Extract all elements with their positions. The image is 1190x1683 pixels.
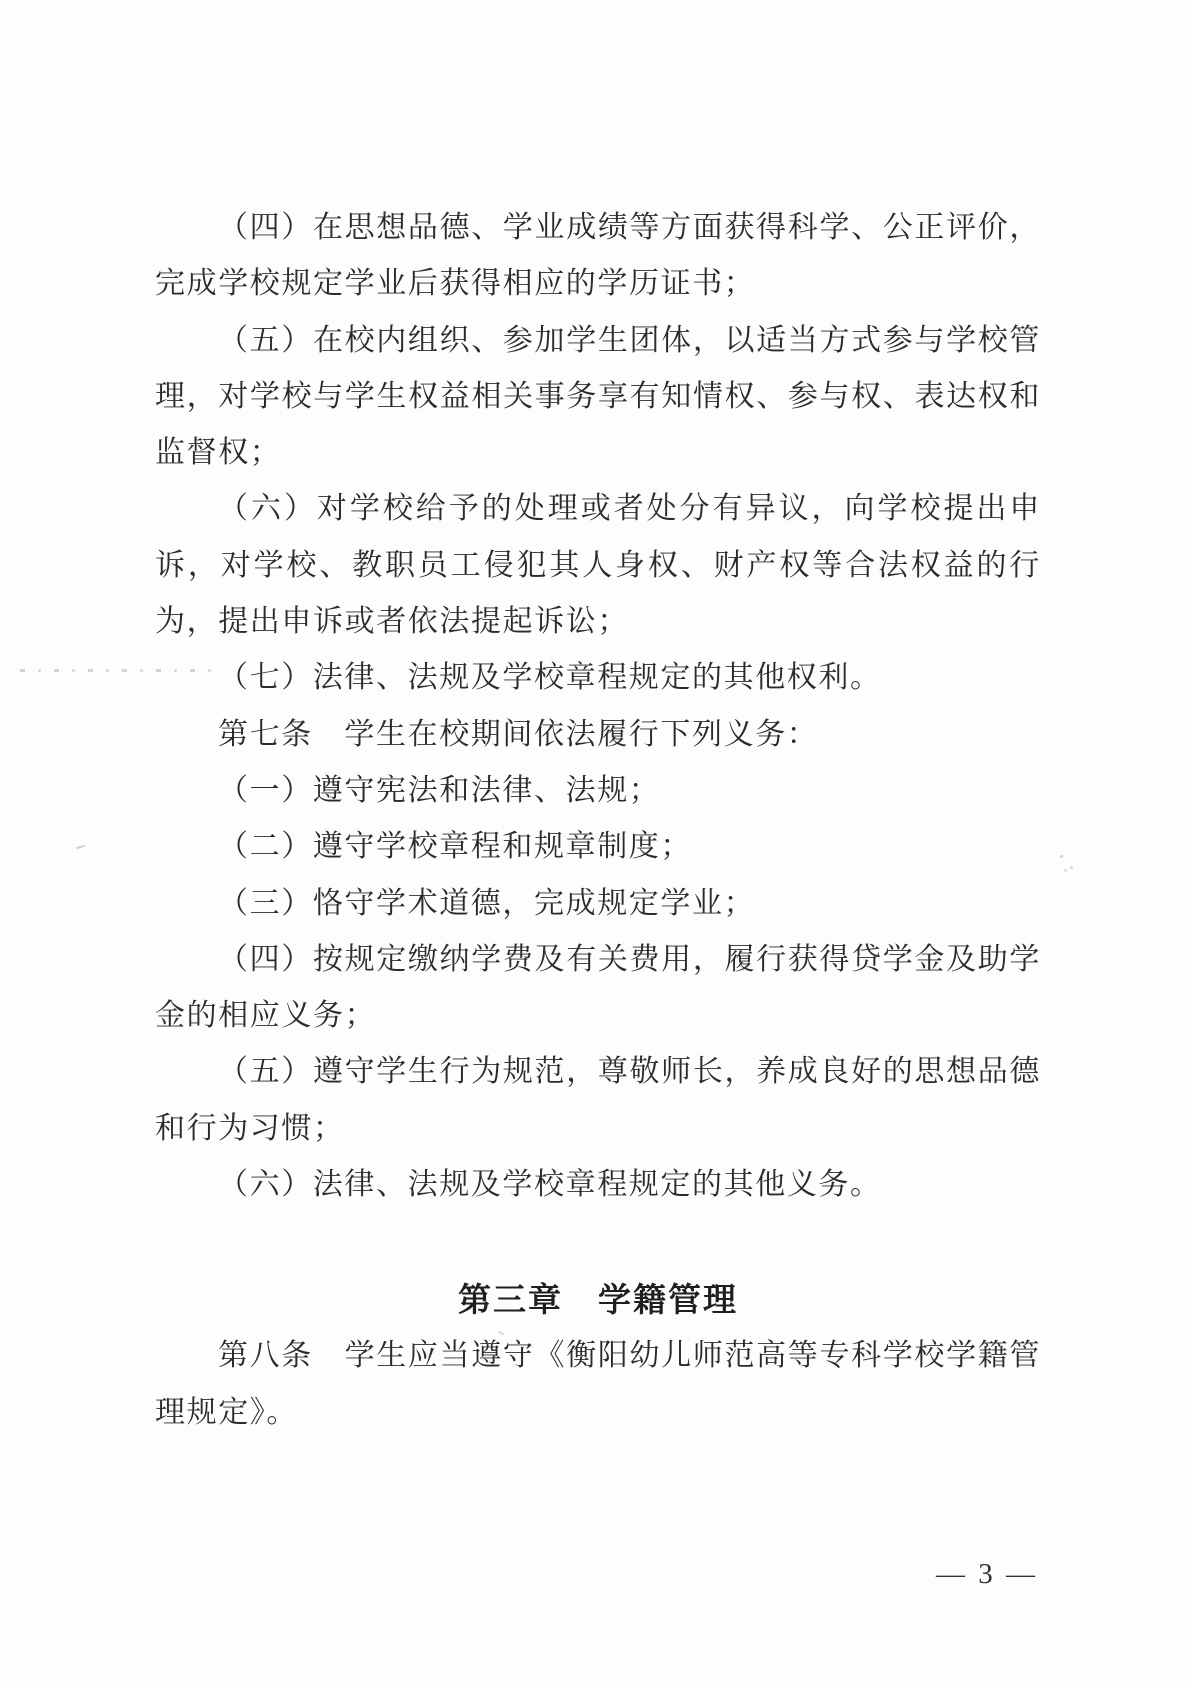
clause-item-4-rights: （四）在思想品德、学业成绩等方面获得科学、公正评价，完成学校规定学业后获得相应的学历证书； — [155, 211, 1041, 301]
scan-artifact-speck — [76, 845, 85, 850]
clause-item-6-duties: （六）法律、法规及学校章程规定的其他义务。 — [218, 1168, 882, 1202]
page-number: — 3 — — [936, 1558, 1038, 1590]
clause-item-5-rights: （五）在校内组织、参加学生团体，以适当方式参与学校管理，对学校与学生权益相关事务享有知情权、参与权、表达权和监督权； — [155, 323, 1041, 470]
clause-item-5-duties: （五）遵守学生行为规范，尊敬师长，养成良好的思想品德和行为习惯； — [155, 1055, 1041, 1145]
document-body — [155, 200, 1041, 1441]
article-7-intro: 第七条 学生在校期间依法履行下列义务： — [218, 717, 819, 751]
clause-item-1-duties: （一）遵守宪法和法律、法规； — [218, 773, 661, 807]
clause-item-3-duties: （三）恪守学术道德，完成规定学业； — [218, 886, 756, 920]
clause-item-2-duties: （二）遵守学校章程和规章制度； — [218, 830, 692, 864]
chapter-heading: 第三章 学籍管理 — [458, 1281, 738, 1319]
scan-artifact-speck — [1060, 855, 1063, 858]
article-8-text: 第八条 学生应当遵守《衡阳幼儿师范高等专科学校学籍管理规定》。 — [155, 1339, 1041, 1429]
clause-item-7-rights: （七）法律、法规及学校章程规定的其他权利。 — [218, 661, 882, 695]
clause-item-4-duties: （四）按规定缴纳学费及有关费用，履行获得贷学金及助学金的相应义务； — [155, 942, 1041, 1033]
clause-item-6-rights: （六）对学校给予的处理或者处分有异议，向学校提出申诉，对学校、教职员工侵犯其人身权、财产权等合法权益的行为，提出申诉或者依法提起诉讼； — [155, 492, 1041, 639]
